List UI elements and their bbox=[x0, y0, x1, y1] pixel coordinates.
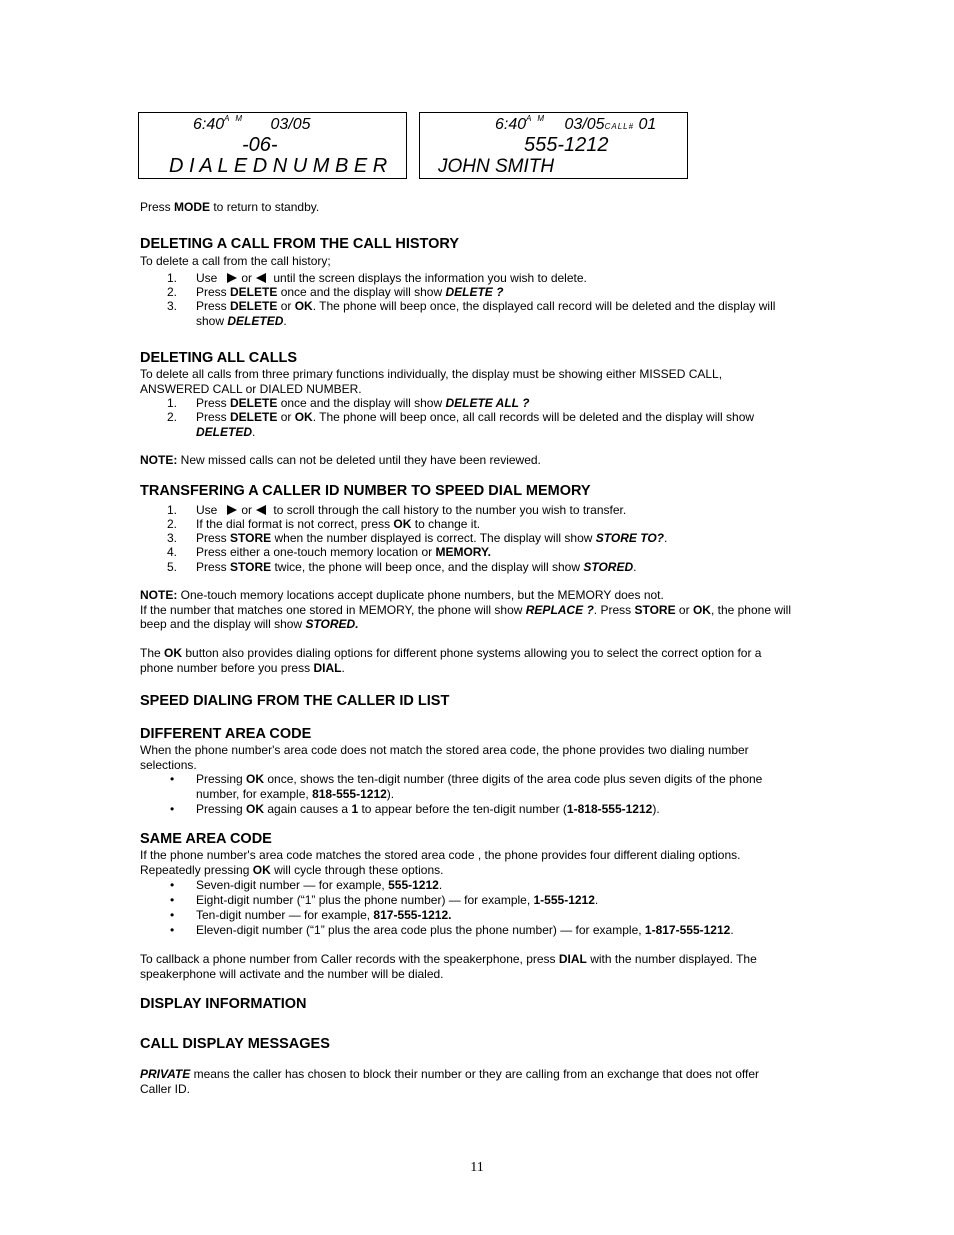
step-number: 5. bbox=[167, 560, 178, 574]
sec6-bullet-3: Ten-digit number — for example, 817-555-1212. bbox=[196, 908, 452, 922]
bullet-icon: • bbox=[170, 893, 175, 907]
sec3-note: NOTE: One-touch memory locations accept duplicate phone numbers, but the MEMORY does not. If the number that matches one stored in MEMORY, the phone will show REPLACE ?. Press STORE or OK, the phone will beep and the display will show STORED. bbox=[140, 588, 791, 632]
sec1-step-1: Use or until the screen displays the information you wish to delete. bbox=[196, 271, 587, 285]
sec5-intro: When the phone number's area code does not match the stored area code, the phone provides two dialing number selections. bbox=[140, 743, 749, 772]
right-arrow-icon bbox=[227, 273, 237, 283]
step-number: 1. bbox=[167, 396, 178, 410]
step-number: 1. bbox=[167, 271, 178, 285]
sec5-bullet-1: Pressing OK once, shows the ten-digit number (three digits of the area code plus seven digits of the phone number, for example, 818-555-1212). bbox=[196, 772, 763, 801]
lcd-time-line bbox=[193, 114, 311, 134]
sec6-bullet-2: Eight-digit number (“1” plus the phone number) — for example, 1-555-1212. bbox=[196, 893, 599, 907]
heading-different-area-code: DIFFERENT AREA CODE bbox=[140, 726, 312, 742]
sec2-step-2: Press DELETE or OK. The phone will beep once, all call records will be deleted and the display will show DELETED. bbox=[196, 410, 755, 439]
sec2-step-1: Press DELETE once and the display will show DELETE ALL ? bbox=[196, 396, 530, 410]
lcd-date: 03/05 bbox=[270, 116, 311, 133]
lcd-line-3: D I A L E D N U M B E R bbox=[169, 155, 388, 177]
sec6-intro: If the phone number's area code matches the stored area code , the phone provides four different dialing options. Repeatedly pressing OK will cycle through these options. bbox=[140, 848, 741, 877]
sec2-note: NOTE: New missed calls can not be deleted until they have been reviewed. bbox=[140, 453, 541, 467]
bullet-icon: • bbox=[170, 772, 175, 786]
sec1-step-2: Press DELETE once and the display will show DELETE ? bbox=[196, 285, 504, 299]
step-number: 2. bbox=[167, 285, 178, 299]
sec3-step-2: If the dial format is not correct, press OK to change it. bbox=[196, 517, 481, 531]
sec6-bullet-4: Eleven-digit number (“1” plus the area code plus the phone number) — for example, 1-817-555-1212. bbox=[196, 923, 734, 937]
sec6-callback: To callback a phone number from Caller records with the speakerphone, press DIAL with the number displayed. The speakerphone will activate and the number will be dialed. bbox=[140, 952, 757, 981]
lcd-time: 6:40 bbox=[495, 116, 527, 133]
lcd-line-2: -06- bbox=[242, 134, 278, 156]
left-arrow-icon bbox=[256, 505, 266, 515]
lcd-display-dialed-number bbox=[138, 112, 407, 179]
lcd-time-line bbox=[495, 114, 656, 134]
sec2-intro: To delete all calls from three primary functions individually, the display must be showing either MISSED CALL, ANSWERED CALL or DIALED NUMBER. bbox=[140, 367, 723, 396]
step-number: 2. bbox=[167, 517, 178, 531]
step-number: 4. bbox=[167, 545, 178, 559]
sec8-private: PRIVATE means the caller has chosen to block their number or they are calling from an exchange that does not offer Caller ID. bbox=[140, 1067, 760, 1096]
lcd-display-caller bbox=[419, 112, 688, 179]
heading-speed-dialing: SPEED DIALING FROM THE CALLER ID LIST bbox=[140, 693, 450, 709]
lcd-line-3: JOHN SMITH bbox=[438, 156, 555, 177]
heading-transfering: TRANSFERING A CALLER ID NUMBER TO SPEED DIAL MEMORY bbox=[140, 483, 591, 499]
sec3-step-1: Use or to scroll through the call history to the number you wish to transfer. bbox=[196, 503, 627, 517]
standby-instruction: Press MODE to return to standby. bbox=[140, 200, 320, 214]
heading-deleting-call: DELETING A CALL FROM THE CALL HISTORY bbox=[140, 236, 459, 252]
heading-display-information: DISPLAY INFORMATION bbox=[140, 996, 307, 1012]
sec3-step-5: Press STORE twice, the phone will beep once, and the display will show STORED. bbox=[196, 560, 637, 574]
heading-deleting-all: DELETING ALL CALLS bbox=[140, 350, 298, 366]
lcd-ampm: A M bbox=[224, 114, 245, 123]
right-arrow-icon bbox=[227, 505, 237, 515]
step-number: 3. bbox=[167, 531, 178, 545]
bullet-icon: • bbox=[170, 923, 175, 937]
lcd-date: 03/05 bbox=[564, 116, 605, 133]
lcd-ampm: A M bbox=[526, 114, 547, 123]
page-number: 11 bbox=[470, 1160, 484, 1175]
step-number: 1. bbox=[167, 503, 178, 517]
sec1-step-3: Press DELETE or OK. The phone will beep once, the displayed call record will be deleted and the display will show DELETED. bbox=[196, 299, 776, 328]
sec6-bullet-1: Seven-digit number — for example, 555-1212. bbox=[196, 878, 443, 892]
lcd-time: 6:40 bbox=[193, 116, 225, 133]
bullet-icon: • bbox=[170, 802, 175, 816]
left-arrow-icon bbox=[256, 273, 266, 283]
sec1-intro: To delete a call from the call history; bbox=[140, 254, 331, 268]
heading-same-area-code: SAME AREA CODE bbox=[140, 831, 272, 847]
step-number: 2. bbox=[167, 410, 178, 424]
sec3-step-3: Press STORE when the number displayed is correct. The display will show STORE TO?. bbox=[196, 531, 668, 545]
sec5-bullet-2: Pressing OK again causes a 1 to appear before the ten-digit number (1-818-555-1212). bbox=[196, 802, 660, 816]
bullet-icon: • bbox=[170, 878, 175, 892]
sec3-ok-paragraph: The OK button also provides dialing options for different phone systems allowing you to select the correct option for a phone number before you press DIAL. bbox=[140, 646, 762, 675]
lcd-line-2: 555-1212 bbox=[524, 134, 609, 156]
bullet-icon: • bbox=[170, 908, 175, 922]
heading-call-display-messages: CALL DISPLAY MESSAGES bbox=[140, 1036, 330, 1052]
step-number: 3. bbox=[167, 299, 178, 313]
sec3-step-4: Press either a one-touch memory location or MEMORY. bbox=[196, 545, 492, 559]
lcd-call-number: 01 bbox=[638, 116, 657, 133]
lcd-call-label: CALL# bbox=[604, 122, 635, 131]
